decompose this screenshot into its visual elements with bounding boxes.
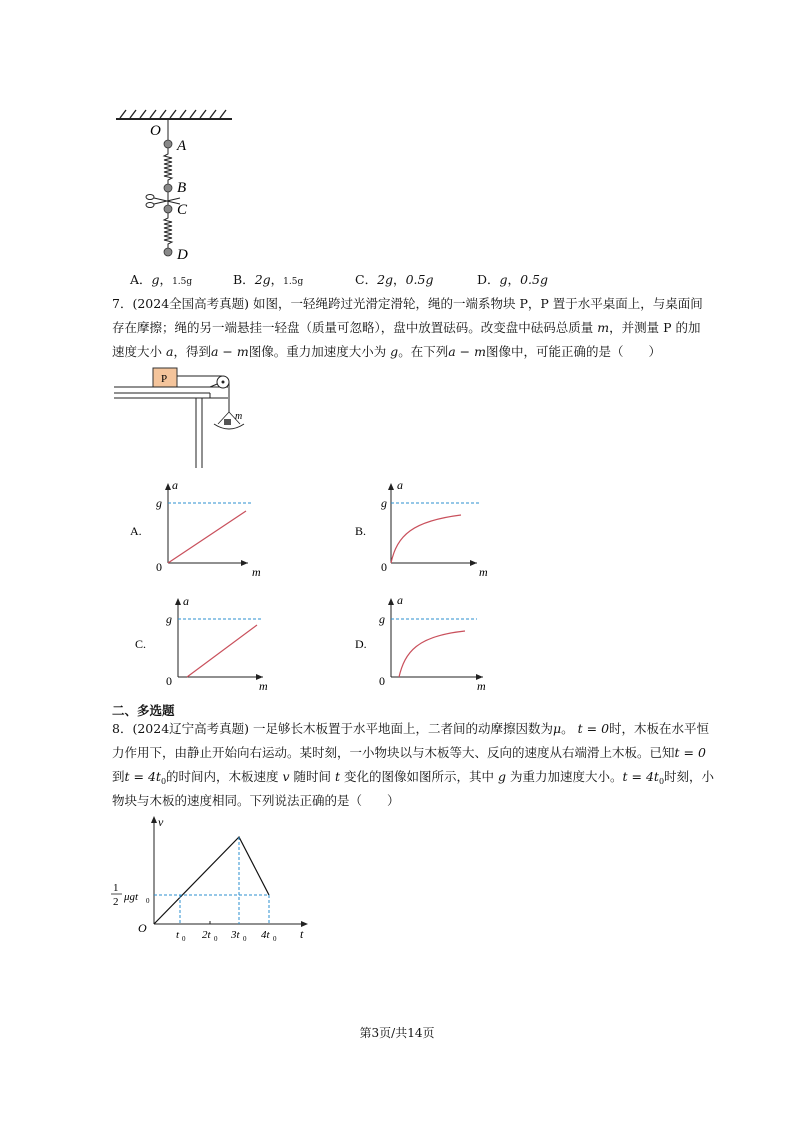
graph-d-origin: 0 bbox=[379, 674, 385, 688]
page-footer: 第3页/共14页 bbox=[359, 1026, 435, 1040]
graph-a-option: A. bbox=[130, 524, 142, 538]
q8-origin: O bbox=[138, 921, 147, 935]
graph-c-curve bbox=[187, 625, 257, 677]
tick-3t0: 3t bbox=[231, 929, 240, 941]
graph-a-ylabel: a bbox=[172, 478, 178, 492]
graph-a-xlabel: m bbox=[252, 565, 261, 579]
q8-ylabel-num: 1 bbox=[113, 882, 119, 894]
tick-t0: t bbox=[176, 929, 180, 941]
svg-text:0: 0 bbox=[214, 935, 218, 943]
q6-spring-figure bbox=[110, 108, 240, 268]
graph-a-origin: 0 bbox=[156, 560, 162, 574]
graph-b-option: B. bbox=[355, 524, 367, 538]
q6-option-c[interactable]: C．2g，0.5g bbox=[355, 272, 434, 287]
q6-option-a[interactable]: A．g，1.5g bbox=[130, 272, 193, 287]
q7-line-2: 存在摩擦；绳的另一端悬挂一轻盘（质量可忽略），盘中放置砝码。改变盘中砝码总质量 m，并测量 P 的加 bbox=[112, 320, 701, 335]
graph-b-origin: 0 bbox=[381, 560, 387, 574]
q8-velocity-line bbox=[154, 837, 269, 924]
label-a: A bbox=[177, 138, 187, 154]
q8-line-1: 8．(2024辽宁高考真题) 一足够长木板置于水平地面上，二者间的动摩擦因数为μ。 t = 0时，木板在水平恒 bbox=[112, 721, 710, 736]
graph-d-xlabel: m bbox=[477, 679, 486, 693]
q8-ylabel: v bbox=[158, 815, 164, 829]
q7-graph-d[interactable] bbox=[355, 592, 505, 697]
label-c: C bbox=[177, 202, 188, 218]
q8-ylabel-sub: 0 bbox=[146, 897, 150, 905]
graph-d-curve bbox=[399, 631, 465, 677]
q7-line-1: 7．(2024全国高考真题) 如图，一轻绳跨过光滑定滑轮，绳的一端系物块 P，P 置于水平桌面上，与桌面间 bbox=[112, 296, 703, 311]
graph-c-ylabel: a bbox=[183, 594, 189, 608]
q8-vt-graph bbox=[108, 812, 318, 952]
graph-c-origin: 0 bbox=[166, 674, 172, 688]
mass-label: m bbox=[235, 411, 243, 422]
q7-graph-a[interactable] bbox=[128, 475, 278, 580]
q7-graph-b[interactable] bbox=[355, 475, 505, 580]
q7-line-3: 速度大小 a，得到a − m图像。重力加速度大小为 g。在下列a − m图像中，可能正确的是（ ） bbox=[112, 344, 661, 359]
graph-c-g: g bbox=[166, 612, 172, 626]
label-b: B bbox=[177, 180, 187, 196]
q8-line-2: 力作用下，由静止开始向右运动。某时刻，一小物块以与木板等大、反向的速度从右端滑上木板。已知t = 0 bbox=[112, 745, 706, 760]
q6-option-d[interactable]: D．g，0.5g bbox=[477, 272, 548, 287]
section-title: 二、多选题 bbox=[112, 703, 175, 718]
graph-a-curve bbox=[168, 511, 246, 563]
q8-xlabel: t bbox=[300, 927, 304, 941]
block-p-label: P bbox=[161, 373, 168, 385]
tick-4t0: 4t bbox=[261, 929, 270, 941]
graph-b-g: g bbox=[381, 496, 387, 510]
graph-c-xlabel: m bbox=[259, 679, 268, 693]
q8-ylabel-rest: μgt bbox=[124, 891, 139, 903]
tick-2t0: 2t bbox=[202, 929, 211, 941]
label-o: O bbox=[150, 123, 161, 139]
graph-c-option: C. bbox=[135, 637, 147, 651]
q7-pulley-figure bbox=[110, 364, 250, 470]
graph-a-g: g bbox=[156, 496, 162, 510]
q6-option-b[interactable]: B．2g，1.5g bbox=[233, 272, 304, 287]
q8-line-3: 到$t = 4t_0$的时间内，木板速度 v 随时间 t 变化的图像如图所示，其中 g 为重力加速度大小。$t = 4t_0$时刻，小 bbox=[112, 769, 715, 786]
graph-b-xlabel: m bbox=[479, 565, 488, 579]
svg-text:0: 0 bbox=[273, 935, 277, 943]
graph-b-ylabel: a bbox=[397, 478, 403, 492]
graph-d-g: g bbox=[379, 612, 385, 626]
q7-graph-c[interactable] bbox=[135, 592, 285, 697]
q8-ylabel-den: 2 bbox=[113, 896, 119, 908]
graph-b-curve bbox=[391, 515, 461, 563]
graph-d-ylabel: a bbox=[397, 593, 403, 607]
svg-text:0: 0 bbox=[182, 935, 186, 943]
label-d: D bbox=[177, 247, 188, 263]
graph-d-option: D. bbox=[355, 637, 367, 651]
svg-text:0: 0 bbox=[243, 935, 247, 943]
q8-line-4: 物块与木板的速度相同。下列说法正确的是（ ） bbox=[112, 793, 400, 808]
